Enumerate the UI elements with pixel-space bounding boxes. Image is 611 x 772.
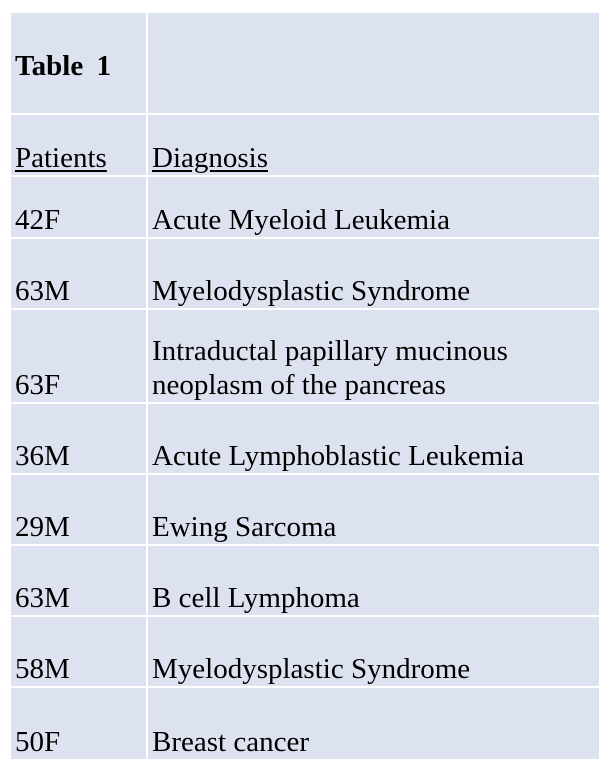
patient-cell: 63M (11, 239, 148, 310)
patient-cell: 63M (11, 546, 148, 617)
table-row (11, 404, 599, 475)
header-patients-cell (11, 115, 148, 177)
header-diagnosis-cell (148, 115, 599, 177)
diagnosis-cell: Breast cancer (148, 688, 599, 759)
diagnosis-cell: Myelodysplastic Syndrome (148, 239, 599, 310)
patients-table (11, 13, 599, 759)
table-header-row (11, 115, 599, 177)
patient-cell: 29M (11, 475, 148, 546)
header-patients: Patients (15, 142, 107, 174)
diagnosis-line-1: Intraductal papillary mucinous (152, 335, 508, 367)
patient-cell: 50F (11, 688, 148, 759)
table-title-empty-cell (148, 13, 599, 115)
table-title-cell (11, 13, 148, 115)
diagnosis-cell: Ewing Sarcoma (148, 475, 599, 546)
table-title-row (11, 13, 599, 115)
table-row (11, 617, 599, 688)
diagnosis-cell: B cell Lymphoma (148, 546, 599, 617)
table-row (11, 177, 599, 239)
diagnosis-cell (148, 310, 599, 404)
header-diagnosis: Diagnosis (152, 142, 268, 174)
diagnosis-line-2: neoplasm of the pancreas (152, 369, 446, 401)
table-row (11, 546, 599, 617)
table-title: Table 1 (15, 50, 111, 82)
patient-cell: 63F (11, 310, 148, 404)
diagnosis-cell: Acute Myeloid Leukemia (148, 177, 599, 239)
diagnosis-cell: Myelodysplastic Syndrome (148, 617, 599, 688)
patient-cell: 36M (11, 404, 148, 475)
table-row (11, 239, 599, 310)
table-row (11, 475, 599, 546)
table-row (11, 688, 599, 759)
patient-cell: 58M (11, 617, 148, 688)
patients-table-container (11, 13, 599, 759)
table-row (11, 310, 599, 404)
patient-cell: 42F (11, 177, 148, 239)
diagnosis-cell: Acute Lymphoblastic Leukemia (148, 404, 599, 475)
